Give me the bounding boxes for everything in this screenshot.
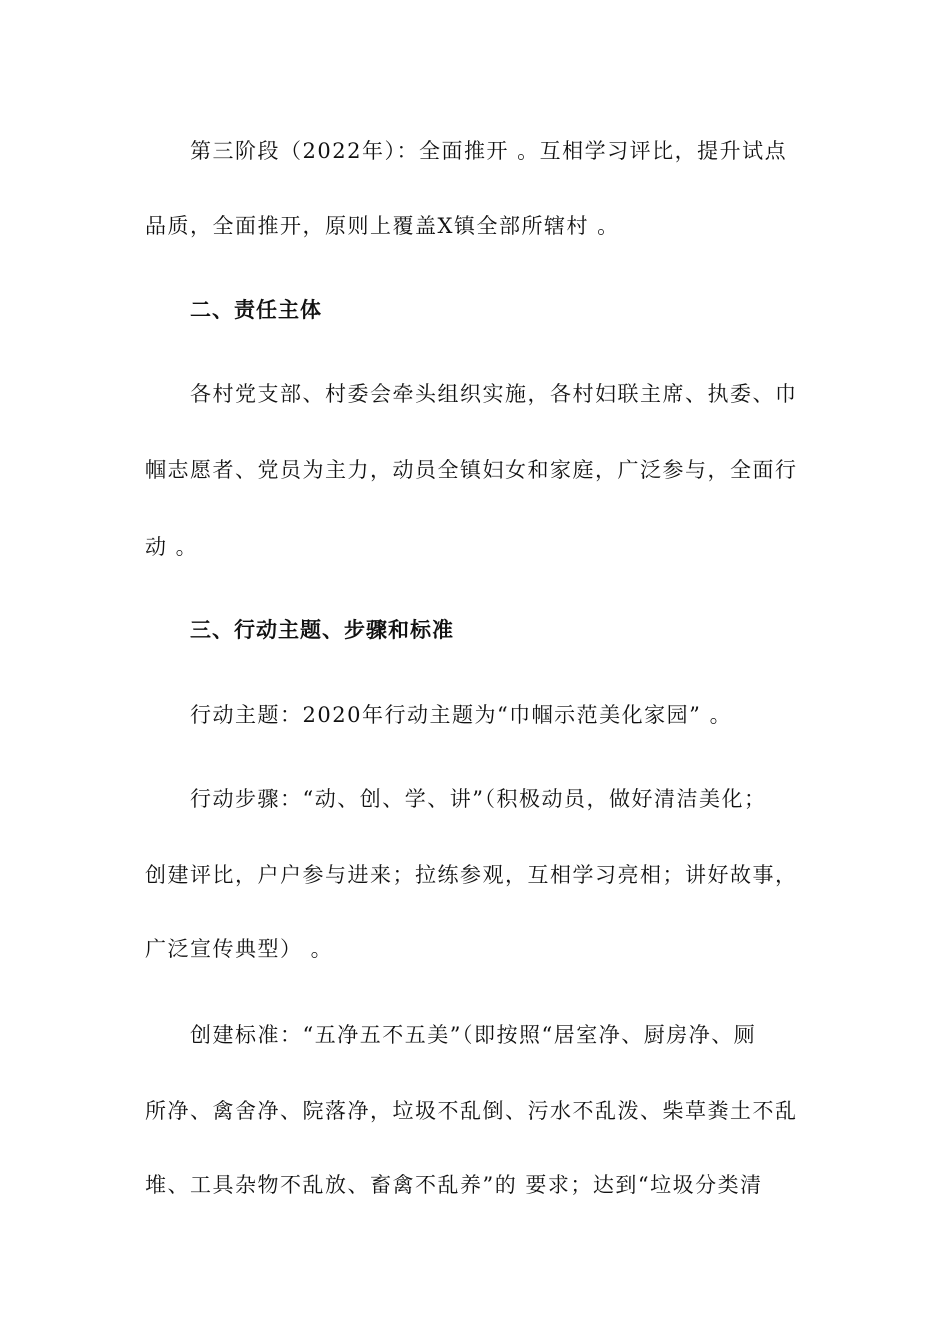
paragraph-action-steps-line-3: 广泛宣传典型） 。 — [145, 937, 334, 961]
paragraph-standards-line-3: 堆、工具杂物不乱放、畜禽不乱养”的 要求；达到“垃圾分类清 — [145, 1173, 763, 1197]
paragraph-stage-three-line-1: 第三阶段（2022年）：全面推开 。互相学习评比，提升试点 — [190, 139, 788, 163]
paragraph-action-steps-line-2: 创建评比，户户参与进来；拉练参观，互相学习亮相；讲好故事， — [145, 863, 798, 887]
paragraph-responsibility-line-3: 动 。 — [145, 535, 199, 559]
paragraph-responsibility-line-1: 各村党支部、村委会牵头组织实施，各村妇联主席、执委、巾 — [190, 382, 798, 406]
paragraph-responsibility-line-2: 帼志愿者、党员为主力，动员全镇妇女和家庭，广泛参与，全面行 — [145, 458, 798, 482]
paragraph-action-steps-line-1: 行动步骤：“动、创、学、讲”（积极动员，做好清洁美化； — [190, 787, 767, 811]
paragraph-standards-line-1: 创建标准：“五净五不五美”（即按照“居室净、厨房净、厕 — [190, 1023, 757, 1047]
paragraph-action-theme: 行动主题：2020年行动主题为“巾帼示范美化家园” 。 — [190, 703, 733, 727]
paragraph-stage-three-line-2: 品质，全面推开，原则上覆盖X镇全部所辖村 。 — [145, 214, 620, 238]
section-heading-action: 三、行动主题、步骤和标准 — [190, 618, 454, 642]
section-heading-responsibility: 二、责任主体 — [190, 298, 322, 322]
paragraph-standards-line-2: 所净、禽舍净、院落净，垃圾不乱倒、污水不乱泼、柴草粪土不乱 — [145, 1099, 798, 1123]
